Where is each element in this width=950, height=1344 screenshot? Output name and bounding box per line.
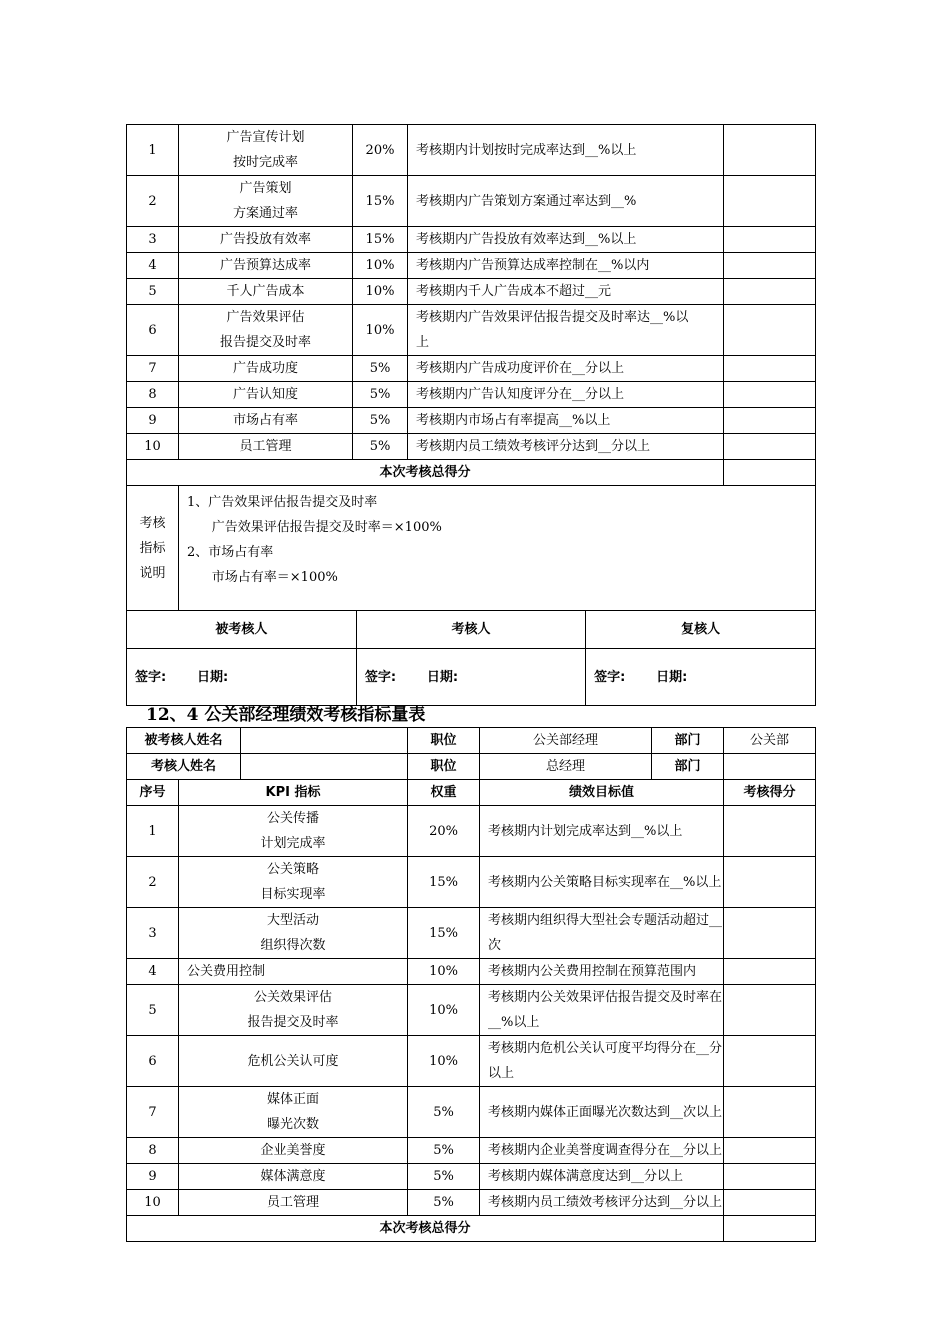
- row-number: 2: [127, 176, 179, 227]
- cell-line: 指标: [139, 540, 166, 556]
- weight: 5%: [353, 356, 408, 382]
- weight: 10%: [353, 279, 408, 305]
- kpi-name: [179, 176, 353, 227]
- row-number: 2: [127, 857, 179, 908]
- position-label: 职位: [408, 754, 480, 780]
- section-title: 12、4 公关部经理绩效考核指标量表: [146, 705, 426, 725]
- reviewer-position-value: 总经理: [480, 754, 652, 780]
- score-cell[interactable]: [724, 356, 816, 382]
- score-cell[interactable]: [724, 1164, 816, 1190]
- score-cell[interactable]: [724, 806, 816, 857]
- cell-line: 公关传播: [267, 811, 320, 826]
- kpi-table-pr-manager: [126, 727, 816, 1242]
- weight: 5%: [353, 408, 408, 434]
- target-value: [480, 959, 724, 985]
- weight: 20%: [408, 806, 480, 857]
- target-value: [408, 279, 724, 305]
- row-number: 9: [127, 408, 179, 434]
- target-value: [408, 356, 724, 382]
- cell-line: 考核期内广告预算达成率控制在__%以内: [416, 258, 650, 273]
- kpi-name: [179, 908, 408, 959]
- reviewee-sign[interactable]: [127, 649, 356, 705]
- total-row: [127, 1216, 816, 1242]
- row-number: 9: [127, 1164, 179, 1190]
- note-line: 2、市场占有率: [187, 545, 274, 560]
- row-number: 4: [127, 253, 179, 279]
- score-cell[interactable]: [724, 227, 816, 253]
- header-weight-cell: 权重: [408, 780, 480, 806]
- header-kpi: KPI 指标: [179, 780, 408, 806]
- cell-line: 公关效果评估: [254, 990, 333, 1005]
- dept-label: 部门: [652, 728, 724, 754]
- score-cell[interactable]: [724, 1036, 816, 1087]
- reviewee-row: [127, 728, 816, 754]
- row-number: 7: [127, 356, 179, 382]
- cell-line: 考核期内媒体正面曝光次数达到__次以上: [488, 1104, 723, 1120]
- total-row: [127, 460, 816, 486]
- row-number: 5: [127, 985, 179, 1036]
- cell-line: 按时完成率: [232, 155, 298, 170]
- row-number: 6: [127, 305, 179, 356]
- weight: 10%: [408, 1036, 480, 1087]
- cell-line: 考核期内员工绩效考核评分达到__分以上: [416, 439, 651, 454]
- weight: 5%: [353, 434, 408, 460]
- target-value: [480, 1036, 724, 1087]
- table-row: [127, 985, 816, 1036]
- target-value: [480, 1190, 724, 1216]
- cell-line: 广告认知度: [232, 387, 298, 402]
- total-score[interactable]: [724, 1216, 816, 1242]
- kpi-name: [179, 1164, 408, 1190]
- kpi-name: [179, 356, 353, 382]
- sign-grid-row: [127, 649, 815, 705]
- weight: 15%: [408, 857, 480, 908]
- reviewer-dept-value[interactable]: [724, 754, 816, 780]
- total-label: 本次考核总得分: [127, 1216, 724, 1242]
- checker-sign[interactable]: [586, 649, 815, 705]
- sign-header-container: [127, 611, 816, 649]
- cell-line: 危机公关认可度: [247, 1053, 339, 1069]
- row-number: 7: [127, 1087, 179, 1138]
- position-label: 职位: [408, 728, 480, 754]
- cell-line: 报告提交及时率: [219, 335, 311, 350]
- kpi-name: [179, 253, 353, 279]
- cell-line: 说明: [139, 565, 166, 581]
- reviewee-name-value[interactable]: [241, 728, 408, 754]
- cell-line: 考核期内广告成功度评价在__分以上: [416, 361, 625, 376]
- score-cell[interactable]: [724, 959, 816, 985]
- table-row: [127, 1164, 816, 1190]
- table-row: [127, 176, 816, 227]
- row-number: 1: [127, 125, 179, 176]
- cell-line: 广告策划: [239, 181, 292, 196]
- table-row: [127, 959, 816, 985]
- cell-line: 市场占有率: [232, 413, 298, 428]
- cell-line: 报告提交及时率: [247, 1015, 339, 1030]
- table-row: [127, 434, 816, 460]
- kpi-name: [179, 1036, 408, 1087]
- table-row: [127, 908, 816, 959]
- cell-line: 目标实现率: [260, 887, 326, 902]
- total-label: 本次考核总得分: [127, 460, 724, 486]
- weight: 10%: [353, 305, 408, 356]
- table-row: [127, 806, 816, 857]
- cell-line: 员工管理: [267, 1195, 320, 1210]
- note-line: 广告效果评估报告提交及时率＝×100%: [187, 520, 442, 535]
- reviewer-name-value[interactable]: [241, 754, 408, 780]
- kpi-name: [179, 305, 353, 356]
- score-cell[interactable]: [724, 253, 816, 279]
- reviewee-header: 被考核人: [215, 622, 268, 637]
- weight: 10%: [408, 985, 480, 1036]
- cell-line: 大型活动: [267, 913, 320, 928]
- table-row: [127, 356, 816, 382]
- score-cell[interactable]: [724, 908, 816, 959]
- notes-row: [127, 486, 816, 611]
- reviewer-header: 考核人: [356, 611, 585, 648]
- kpi-name: [179, 279, 353, 305]
- cell-line: 考核期内公关费用控制在预算范围内: [488, 964, 697, 979]
- score-cell[interactable]: [724, 125, 816, 176]
- date-label: 日期:: [197, 669, 229, 685]
- weight: 15%: [353, 176, 408, 227]
- score-cell[interactable]: [724, 1087, 816, 1138]
- cell-line: 广告宣传计划: [226, 130, 305, 145]
- kpi-name: [179, 806, 408, 857]
- cell-line: 千人广告成本: [226, 284, 305, 299]
- cell-line: 考核期内广告认知度评分在__分以上: [416, 387, 625, 402]
- target-value: [480, 806, 724, 857]
- cell-line: 广告投放有效率: [219, 232, 311, 247]
- row-number: 8: [127, 382, 179, 408]
- table-row: [127, 253, 816, 279]
- weight: 5%: [353, 382, 408, 408]
- cell-line: 考核期内广告投放有效率达到__%以上: [416, 232, 637, 247]
- target-value: [408, 408, 724, 434]
- weight: 20%: [353, 125, 408, 176]
- reviewer-row: [127, 754, 816, 780]
- note-line: 1、广告效果评估报告提交及时率: [187, 495, 378, 510]
- cell-line: 考核期内广告策划方案通过率达到__%: [416, 193, 637, 209]
- sign-grid: [127, 649, 815, 705]
- cell-line: 考核期内千人广告成本不超过__元: [416, 284, 612, 299]
- table-row: [127, 408, 816, 434]
- cell-line: 考核期内员工绩效考核评分达到__分以上: [488, 1195, 723, 1210]
- kpi-name: [179, 227, 353, 253]
- score-cell[interactable]: [724, 408, 816, 434]
- notes-label: [127, 486, 179, 611]
- weight: 10%: [353, 253, 408, 279]
- table-row: [127, 1036, 816, 1087]
- table-row: [127, 1190, 816, 1216]
- score-cell[interactable]: [724, 434, 816, 460]
- weight: 15%: [353, 227, 408, 253]
- row-number: 10: [127, 1190, 179, 1216]
- target-value: [480, 908, 724, 959]
- header-target: 绩效目标值: [480, 780, 724, 806]
- cell-line: 考核期内危机公关认可度平均得分在__分以上: [488, 1041, 723, 1081]
- row-number: 10: [127, 434, 179, 460]
- cell-line: 考核期内公关策略目标实现率在__%以上: [488, 874, 722, 890]
- reviewee-dept-value: 公关部: [724, 728, 816, 754]
- sign-grid-row: [127, 611, 815, 648]
- target-value: [408, 305, 724, 356]
- score-cell[interactable]: [724, 279, 816, 305]
- kpi-name: [179, 382, 353, 408]
- cell-line: 考核期内计划按时完成率达到__%以上: [416, 142, 637, 158]
- total-score[interactable]: [724, 460, 816, 486]
- cell-line: 考核期内组织得大型社会专题活动超过__次: [488, 913, 723, 953]
- target-value: [408, 227, 724, 253]
- cell-line: 公关策略: [267, 862, 320, 877]
- kpi-name: [179, 125, 353, 176]
- score-cell[interactable]: [724, 305, 816, 356]
- date-label: 日期:: [656, 669, 688, 685]
- kpi-name: [179, 1087, 408, 1138]
- row-number: 3: [127, 908, 179, 959]
- target-value: [480, 985, 724, 1036]
- row-number: 4: [127, 959, 179, 985]
- weight: 15%: [408, 908, 480, 959]
- score-cell[interactable]: [724, 382, 816, 408]
- dept-label: 部门: [652, 754, 724, 780]
- cell-line: 考核期内企业美誉度调查得分在__分以上: [488, 1143, 723, 1158]
- target-value: [408, 253, 724, 279]
- kpi-name: [179, 985, 408, 1036]
- weight: 5%: [408, 1138, 480, 1164]
- table-row: [127, 1138, 816, 1164]
- cell-line: 广告效果评估: [226, 310, 305, 325]
- cell-line: 企业美誉度: [260, 1143, 326, 1158]
- cell-line: 广告成功度: [232, 361, 298, 376]
- header-score: 考核得分: [724, 780, 816, 806]
- score-cell[interactable]: [724, 1138, 816, 1164]
- checker-header: 复核人: [586, 611, 815, 648]
- weight: 5%: [408, 1087, 480, 1138]
- cell-line: 员工管理: [239, 439, 292, 454]
- sign-label: 签字:: [135, 669, 167, 685]
- weight: 5%: [408, 1190, 480, 1216]
- row-number: 8: [127, 1138, 179, 1164]
- cell-line: 考核: [139, 515, 166, 531]
- reviewee-position-value: 公关部经理: [480, 728, 652, 754]
- cell-line: 考核期内媒体满意度达到__分以上: [488, 1169, 684, 1184]
- table-row: [127, 227, 816, 253]
- score-cell[interactable]: [724, 176, 816, 227]
- row-number: 6: [127, 1036, 179, 1087]
- reviewer-sign[interactable]: [356, 649, 585, 705]
- cell-line: 计划完成率: [260, 836, 326, 851]
- sign-row: [127, 649, 816, 706]
- cell-line: 考核期内公关效果评估报告提交及时率在: [488, 990, 723, 1005]
- kpi-table-advertising: [126, 124, 816, 706]
- cell-line: 考核期内计划完成率达到__%以上: [488, 823, 683, 839]
- kpi-name: [179, 857, 408, 908]
- reviewer-name-label: 考核人姓名: [127, 754, 241, 780]
- table-row: [127, 382, 816, 408]
- table-row: [127, 279, 816, 305]
- cell-line: 方案通过率: [232, 206, 298, 221]
- cell-line: 考核期内市场占有率提高__%以上: [416, 413, 611, 428]
- table-row: [127, 1087, 816, 1138]
- kpi-name: [179, 1138, 408, 1164]
- sign-header-row: [127, 611, 816, 649]
- target-value: [480, 1164, 724, 1190]
- notes-content: [179, 486, 816, 611]
- kpi-name: [179, 1190, 408, 1216]
- target-value: [408, 434, 724, 460]
- header-row: [127, 780, 816, 806]
- kpi-name: [179, 408, 353, 434]
- score-cell[interactable]: [724, 1190, 816, 1216]
- row-number: 1: [127, 806, 179, 857]
- cell-line: 曝光次数: [267, 1117, 320, 1132]
- table-row: [127, 125, 816, 176]
- cell-line: 组织得次数: [260, 938, 326, 953]
- cell-line: __%以上: [488, 1015, 540, 1030]
- target-value: [408, 382, 724, 408]
- score-cell[interactable]: [724, 857, 816, 908]
- target-value: [480, 1138, 724, 1164]
- sign-label: 签字:: [364, 669, 397, 685]
- sign-container: [127, 649, 816, 706]
- sign-header-grid: [127, 611, 815, 648]
- table-row: [127, 305, 816, 356]
- cell-line: 公关费用控制: [187, 964, 266, 979]
- row-number: 3: [127, 227, 179, 253]
- cell-line: 考核期内广告效果评估报告提交及时率达__%以: [416, 310, 689, 325]
- cell-line: 广告预算达成率: [219, 258, 311, 273]
- cell-line: 媒体满意度: [260, 1169, 326, 1184]
- weight: 10%: [408, 959, 480, 985]
- reviewee-name-label: 被考核人姓名: [127, 728, 241, 754]
- sign-label: 签字:: [594, 669, 626, 685]
- target-value: [408, 176, 724, 227]
- row-number: 5: [127, 279, 179, 305]
- score-cell[interactable]: [724, 985, 816, 1036]
- header-no: 序号: [127, 780, 179, 806]
- kpi-name: [179, 959, 408, 985]
- weight: 5%: [408, 1164, 480, 1190]
- note-line: 市场占有率＝×100%: [187, 570, 338, 585]
- cell-line: 媒体正面: [267, 1092, 320, 1107]
- kpi-name: [179, 434, 353, 460]
- target-value: [408, 125, 724, 176]
- target-value: [480, 1087, 724, 1138]
- cell-line: 上: [416, 335, 430, 350]
- table-row: [127, 857, 816, 908]
- date-label: 日期:: [426, 669, 459, 685]
- target-value: [480, 857, 724, 908]
